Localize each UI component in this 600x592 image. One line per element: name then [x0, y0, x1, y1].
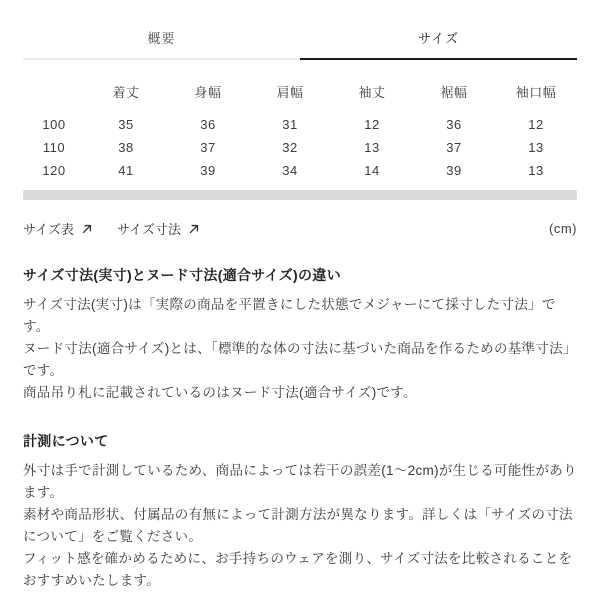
- col-header-sleeve-length: 袖丈: [358, 85, 386, 100]
- section-paragraph: 外寸は手で計測しているため、商品によっては若干の誤差(1～2cm)が生じる可能性があります。: [23, 463, 577, 500]
- links-row: [23, 219, 577, 238]
- col-header-shoulder-width: 肩幅: [276, 85, 304, 100]
- cell-120-body-length: 41: [118, 163, 134, 178]
- section-paragraph: フィット感を確かめるために、お手持ちのウェアを測り、サイズ寸法を比較されることをおすすめいたします。: [23, 551, 573, 588]
- col-header-body-length: 着丈: [112, 85, 140, 100]
- cell-110-shoulder-width: 32: [282, 140, 298, 155]
- size-table: [23, 72, 577, 182]
- cell-110-body-length: 38: [118, 140, 134, 155]
- cell-120-body-width: 39: [200, 163, 216, 178]
- size-chart-link-label: サイズ表: [23, 222, 74, 237]
- size-measurements-link[interactable]: [117, 219, 200, 238]
- size-row-100-label: 100: [42, 117, 66, 132]
- section-size-vs-nude-measurements: [23, 265, 577, 404]
- cell-120-cuff-width: 13: [528, 163, 544, 178]
- cell-110-sleeve-length: 13: [364, 140, 380, 155]
- tab-bar: [23, 28, 577, 60]
- cell-100-body-length: 35: [118, 117, 134, 132]
- col-header-size: [23, 72, 85, 113]
- col-header-body-width: 身幅: [194, 85, 222, 100]
- cell-120-hem-width: 39: [446, 163, 462, 178]
- size-measurements-link-label: サイズ寸法: [116, 222, 181, 237]
- size-panel: [0, 28, 600, 588]
- col-header-cuff-width: 袖口幅: [515, 85, 557, 100]
- external-link-arrow-icon: [188, 223, 200, 235]
- section-heading: サイズ寸法(実寸)とヌード寸法(適合サイズ)の違い: [23, 267, 341, 283]
- cell-100-body-width: 36: [200, 117, 216, 132]
- section-paragraph: サイズ寸法(実寸)は「実際の商品を平置きにした状態でメジャーにて採寸した寸法」です。: [23, 297, 556, 334]
- section-paragraph: 商品吊り札に記載されているのはヌード寸法(適合サイズ)です。: [23, 385, 417, 400]
- col-header-hem-width: 裾幅: [440, 85, 468, 100]
- cell-100-cuff-width: 12: [528, 117, 544, 132]
- size-chart-link[interactable]: [23, 219, 93, 238]
- tab-size[interactable]: サイズ: [300, 28, 577, 60]
- cell-100-hem-width: 36: [446, 117, 462, 132]
- cell-100-shoulder-width: 31: [282, 117, 298, 132]
- cell-100-sleeve-length: 12: [364, 117, 380, 132]
- cell-110-cuff-width: 13: [528, 140, 544, 155]
- section-paragraph: ヌード寸法(適合サイズ)とは、「標準的な体の寸法に基づいた商品を作るための基準寸法」です。: [23, 341, 577, 378]
- size-row-110-label: 110: [42, 140, 66, 155]
- unit-label: (cm): [549, 221, 577, 236]
- external-link-arrow-icon: [81, 223, 93, 235]
- size-row-120-label: 120: [42, 163, 66, 178]
- section-heading: 計測について: [23, 433, 109, 449]
- table-horizontal-scrollbar[interactable]: [23, 190, 577, 200]
- cell-120-sleeve-length: 14: [364, 163, 380, 178]
- cell-120-shoulder-width: 34: [282, 163, 298, 178]
- section-about-measurement: [23, 431, 577, 592]
- cell-110-body-width: 37: [200, 140, 216, 155]
- section-paragraph: 素材や商品形状、付属品の有無によって計測方法が異なります。詳しくは「サイズの寸法について」をご覧ください。: [23, 507, 573, 544]
- cell-110-hem-width: 37: [446, 140, 462, 155]
- tab-overview[interactable]: 概要: [23, 28, 300, 60]
